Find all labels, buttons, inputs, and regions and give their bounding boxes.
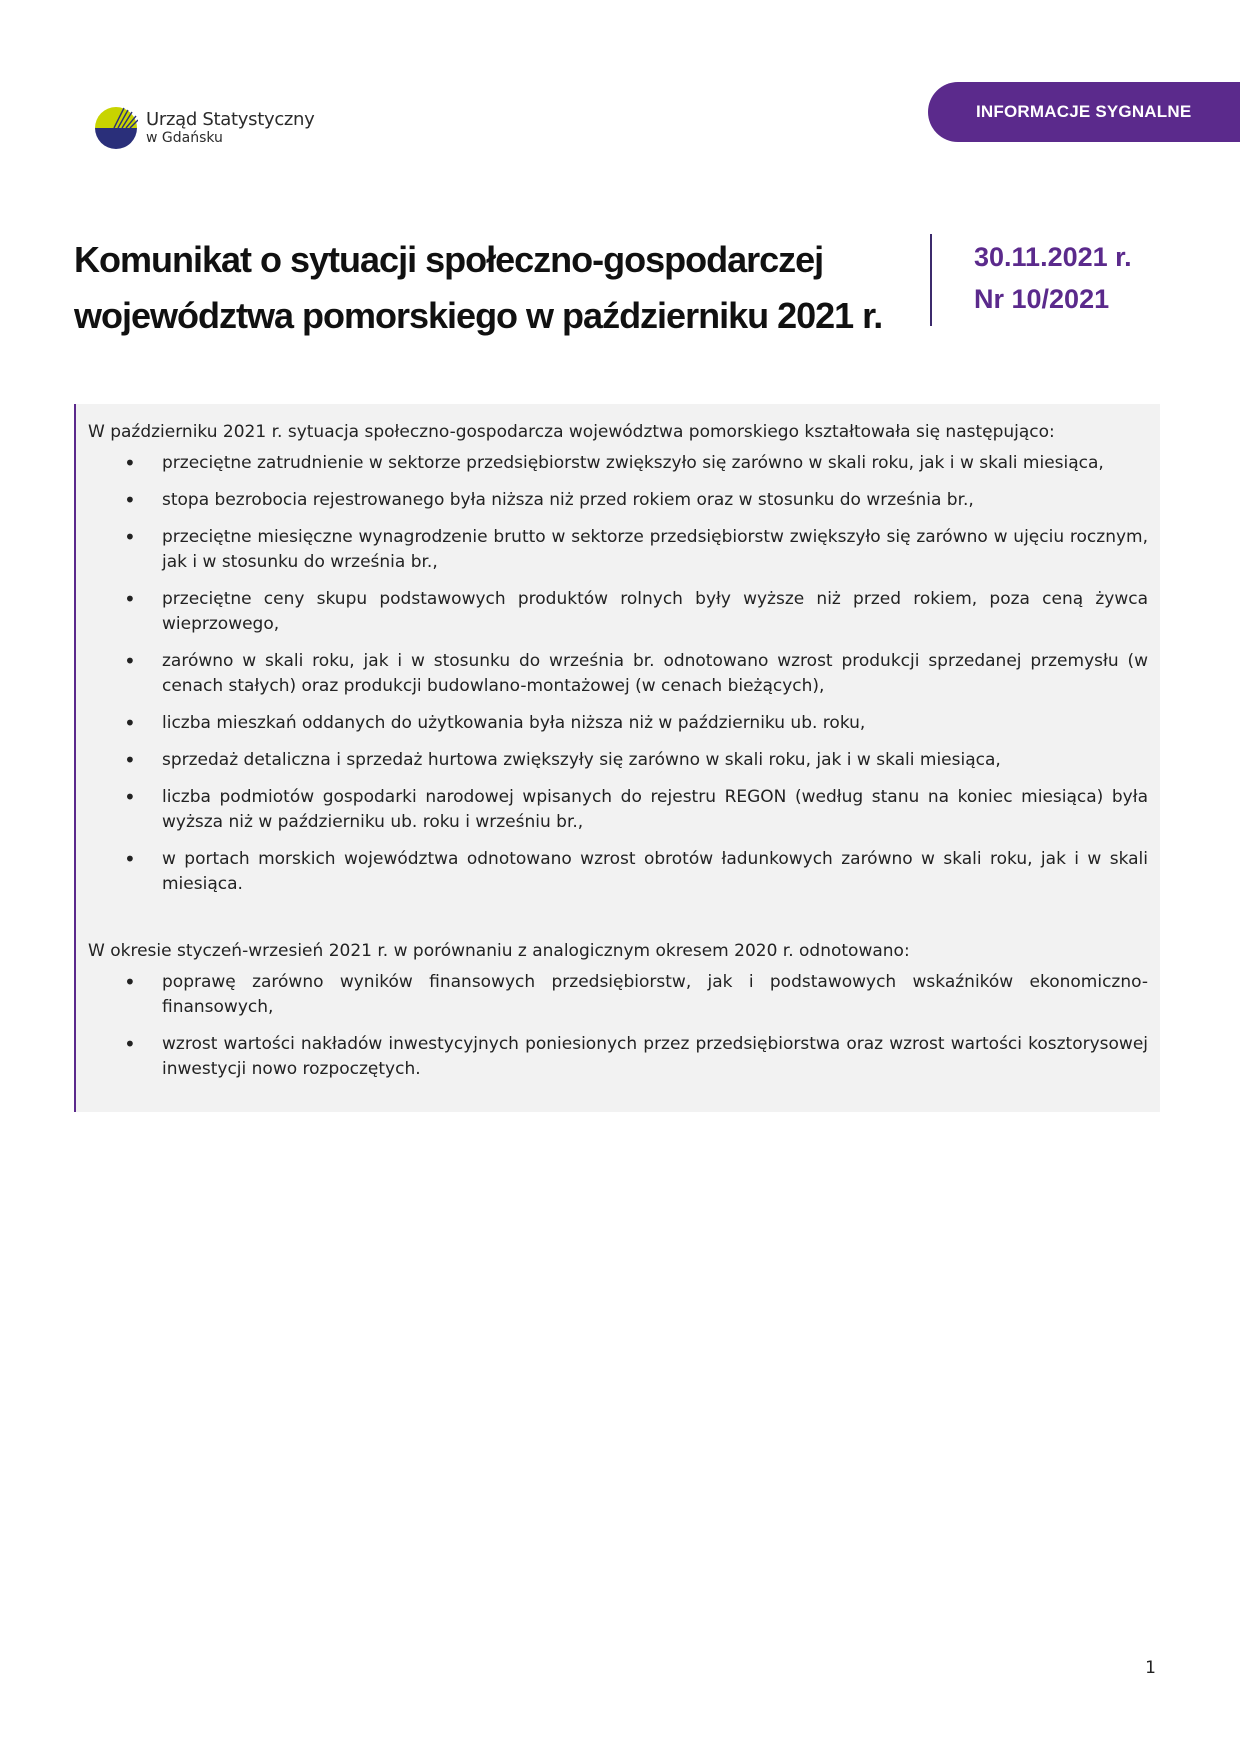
logo-name: Urząd Statystyczny: [146, 108, 315, 130]
badge-label: INFORMACJE SYGNALNE: [976, 102, 1192, 121]
publication-number: Nr 10/2021: [974, 284, 1110, 314]
title-line-2: województwa pomorskiego w październiku 2021 r.: [74, 295, 883, 336]
title-line-1: Komunikat o sytuacji społeczno-gospodarczej: [74, 239, 824, 280]
list-item: • w portach morskich województwa odnotowano wzrost obrotów ładunkowych zarówno w skali roku, jak i w skali miesiąca.: [88, 847, 1148, 897]
list-item: • przeciętne zatrudnienie w sektorze przedsiębiorstw zwiększyło się zarówno w skali roku, jak i w skali miesiąca,: [88, 451, 1148, 476]
summary-intro: W październiku 2021 r. sytuacja społeczno-gospodarcza województwa pomorskiego kształtowała się następująco:: [88, 422, 1055, 442]
list-item: • liczba mieszkań oddanych do użytkowania była niższa niż w październiku ub. roku,: [88, 711, 1148, 736]
logo: [94, 96, 315, 160]
title-divider: [930, 234, 932, 326]
document-type-badge: [928, 82, 1240, 142]
period-list: [88, 970, 1148, 1082]
summary-list: [88, 451, 1148, 897]
list-item: • przeciętne ceny skupu podstawowych produktów rolnych były wyższe niż przed rokiem, poza ceną żywca wieprzowego,: [88, 587, 1148, 637]
list-item: • liczba podmiotów gospodarki narodowej wpisanych do rejestru REGON (według stanu na koniec miesiąca) była wyższa niż w październiku ub. roku i wrześniu br.,: [88, 785, 1148, 835]
publication-meta: [974, 236, 1132, 320]
page-title: [74, 232, 894, 344]
statistics-office-logo-icon: [94, 96, 138, 160]
list-item: • zarówno w skali roku, jak i w stosunku do września br. odnotowano wzrost produkcji sprzedanej przemysłu (w cenach stałych) oraz produkcji budowlano-montażowej (w cenach bieżących),: [88, 649, 1148, 699]
list-item: • sprzedaż detaliczna i sprzedaż hurtowa zwiększyły się zarówno w skali roku, jak i w skali miesiąca,: [88, 748, 1148, 773]
publication-date: 30.11.2021 r.: [974, 242, 1132, 272]
list-item: • stopa bezrobocia rejestrowanego była niższa niż przed rokiem oraz w stosunku do września br.,: [88, 488, 1148, 513]
summary-box: [74, 404, 1160, 1112]
page-number: 1: [1145, 1658, 1156, 1678]
period-intro: W okresie styczeń-wrzesień 2021 r. w porównaniu z analogicznym okresem 2020 r. odnotowano:: [88, 941, 910, 961]
logo-location: w Gdańsku: [146, 130, 223, 147]
list-item: • wzrost wartości nakładów inwestycyjnych poniesionych przez przedsiębiorstwa oraz wzrost wartości kosztorysowej inwestycji nowo rozpoczętych.: [88, 1032, 1148, 1082]
list-item: • przeciętne miesięczne wynagrodzenie brutto w sektorze przedsiębiorstw zwiększyło się zarówno w ujęciu rocznym, jak i w stosunku do września br.,: [88, 525, 1148, 575]
list-item: • poprawę zarówno wyników finansowych przedsiębiorstw, jak i podstawowych wskaźników ekonomiczno-finansowych,: [88, 970, 1148, 1020]
